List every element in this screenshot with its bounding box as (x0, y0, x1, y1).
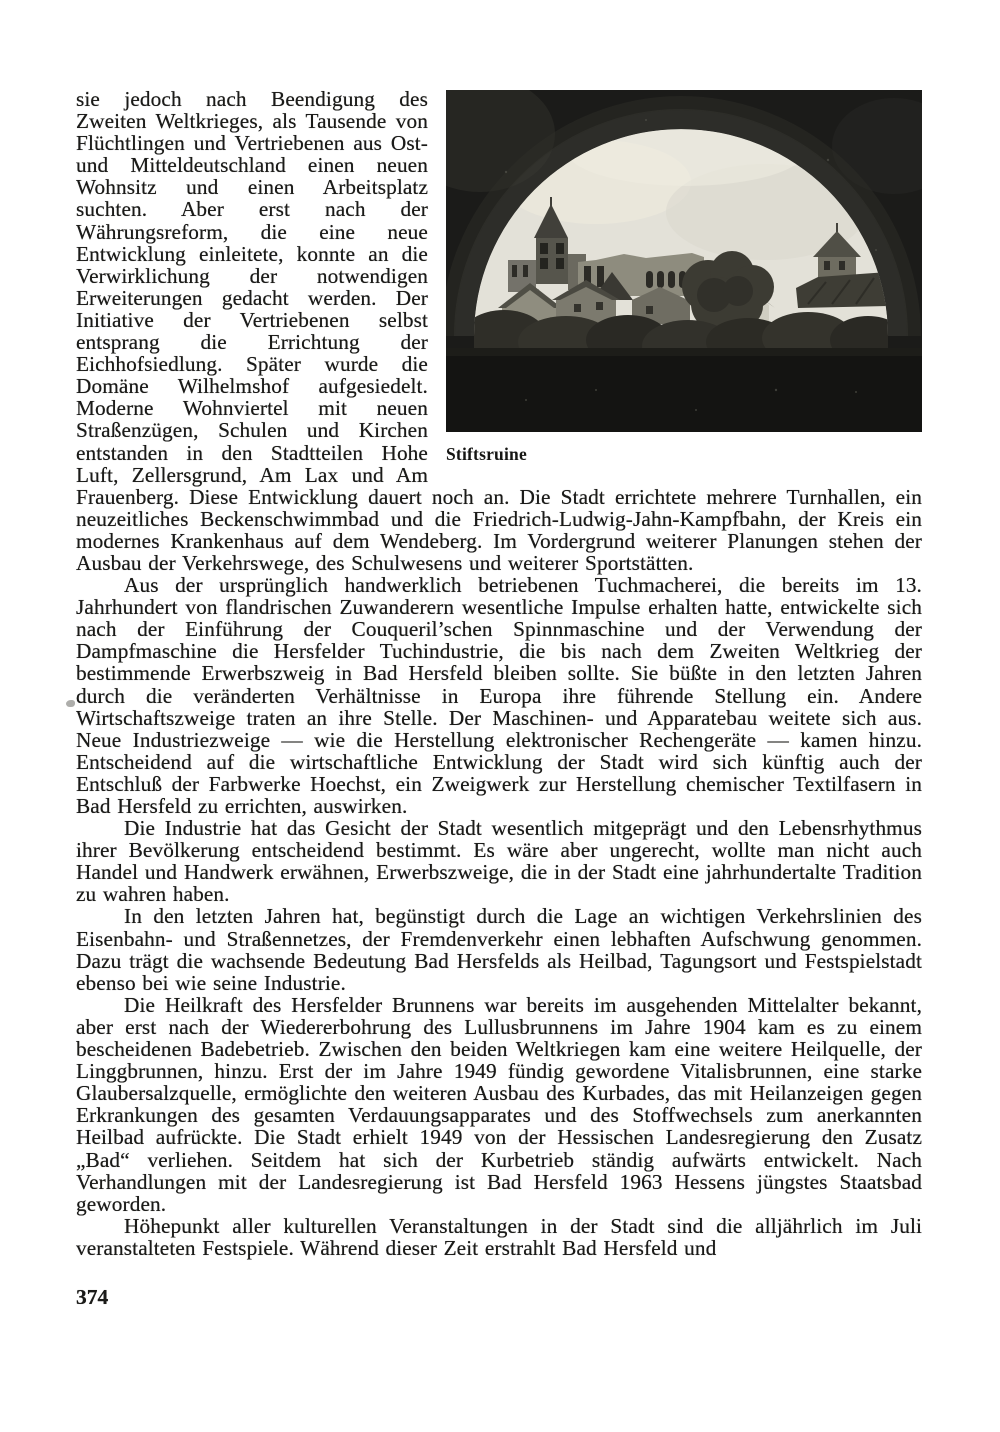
page-number: 374 (76, 1284, 109, 1309)
paragraph: Die Industrie hat das Gesicht der Stadt wesentlich mitgeprägt und den Lebensrhythmus ihrer Bevölkerung entscheidend bestimmt. Es wäre aber ungerecht, wollte man nicht auch Handel und Handwerk erwähnen, Erwerbszweige, die in der Stadt eine jahrhundertalte Tradition zu wahren haben. (76, 816, 922, 907)
paragraph: Aus der ursprünglich handwerklich betriebenen Tuchmacherei, die bereits im 13. Jahrhundert von flandrischen Zuwanderern wesentliche Impulse erhalten hatte, entwickelte sich nach der Einführung der Couqueril’schen Spinnmaschine und der Verwendung der Dampfmaschine die Hersfelder Tuchindustrie, die bis nach dem Zweiten Weltkrieg der bestimmende Erwerbszweig in Bad Hersfeld bleiben sollte. Sie büßte in den letzten Jahren durch die veränderten Verhältnisse in Europa ihre führende Stellung ein. Andere Wirtschaftszweige traten an ihre Stelle. Der Maschinen- und Apparatebau weitete sich aus. Neue Industriezweige — wie die Herstellung elektronischer Rechengeräte — kamen hinzu. Entscheidend auf die wirtschaftliche Entwicklung der Stadt wird sich künftig auch der Entschluß der Farbwerke Hoechst, ein Zweigwerk zur Herstellung chemischer Textilfasern in Bad Hersfeld zu errichten, auswirken. (76, 573, 922, 818)
paragraph: In den letzten Jahren hat, begünstigt durch die Lage an wichtigen Verkehrslinien des Eisenbahn- und Straßennetzes, der Fremdenverkehr einen lebhaften Aufschwung genommen. Dazu trägt die wachsende Bedeutung Bad Hersfelds als Heilbad, Tagungsort und Festspielstadt ebenso bei wie seine Industrie. (76, 904, 922, 995)
stiftsruine-photo (446, 90, 922, 432)
scan-smudge (66, 700, 75, 707)
figure-caption: Stiftsruine (446, 444, 527, 464)
paragraph: Die Heilkraft des Hersfelder Brunnens war bereits im ausgehenden Mittelalter bekannt, aber erst nach der Wiedererbohrung des Lullusbrunnens im Jahre 1904 kam es zu einem bescheidenen Badebetrieb. Zwischen den beiden Weltkriegen kam eine weitere Heilquelle, der Linggbrunnen, hinzu. Erst der im Jahre 1949 fündig gewordene Vitalisbrunnen, eine starke Glaubersalzquelle, ermöglichte den weiteren Ausbau des Kurbades, das mit Heilanzeigen gegen Erkrankungen des gesamten Verdauungsapparates und des Stoffwechsels zum anerkannten Heilbad aufrückte. Die Stadt erhielt 1949 von der Hessischen Landesregierung den Zusatz „Bad“ verliehen. Seitdem hat sich der Kurbetrieb ständig aufwärts entwickelt. Nach Verhandlungen mit der Landesregierung ist Bad Hersfeld 1963 Hessens jüngstes Staatsbad geworden. (76, 992, 922, 1216)
paragraph: Höhepunkt aller kulturellen Veranstaltungen in der Stadt sind die alljährlich im Juli veranstalteten Festspiele. Während dieser Zeit erstrahlt Bad Hersfeld und (76, 1213, 922, 1260)
paragraph: sie jedoch nach Beendigung des Zweiten Weltkrieges, als Tausende von Flüchtlingen und Vertriebenen aus Ost- und Mitteldeutschland einen neuen Wohnsitz und einen Arbeitsplatz suchten. Aber erst nach der Währungsreform, die eine neue Entwicklung einleitete, konnte an die Verwirklichung der notwendigen Erweiterungen gedacht werden. Der Initiative der Vertriebenen selbst entsprang die Errichtung der Eichhofsiedlung. Später wurde die Domäne Wilhelmshof aufgesiedelt. Moderne Wohnviertel mit neuen Straßenzügen, Schulen und Kirchen entstanden in den Stadtteilen Hohe Luft, Zellersgrund, Am Lax und Am Frauenberg. Diese Entwicklung dauert noch an. Die Stadt errichtete mehrere Turnhallen, ein neuzeitliches Beckenschwimmbad und die Friedrich-Ludwig-Jahn-Kampfbahn, der Kreis ein modernes Krankenhaus auf dem Wendeberg. Im Vordergrund weiterer Planungen stehen der Ausbau der Verkehrswege, des Schulwesens und weiterer Sportstätten. (76, 87, 922, 575)
foreground (446, 356, 922, 432)
figure-stiftsruine (446, 90, 922, 465)
